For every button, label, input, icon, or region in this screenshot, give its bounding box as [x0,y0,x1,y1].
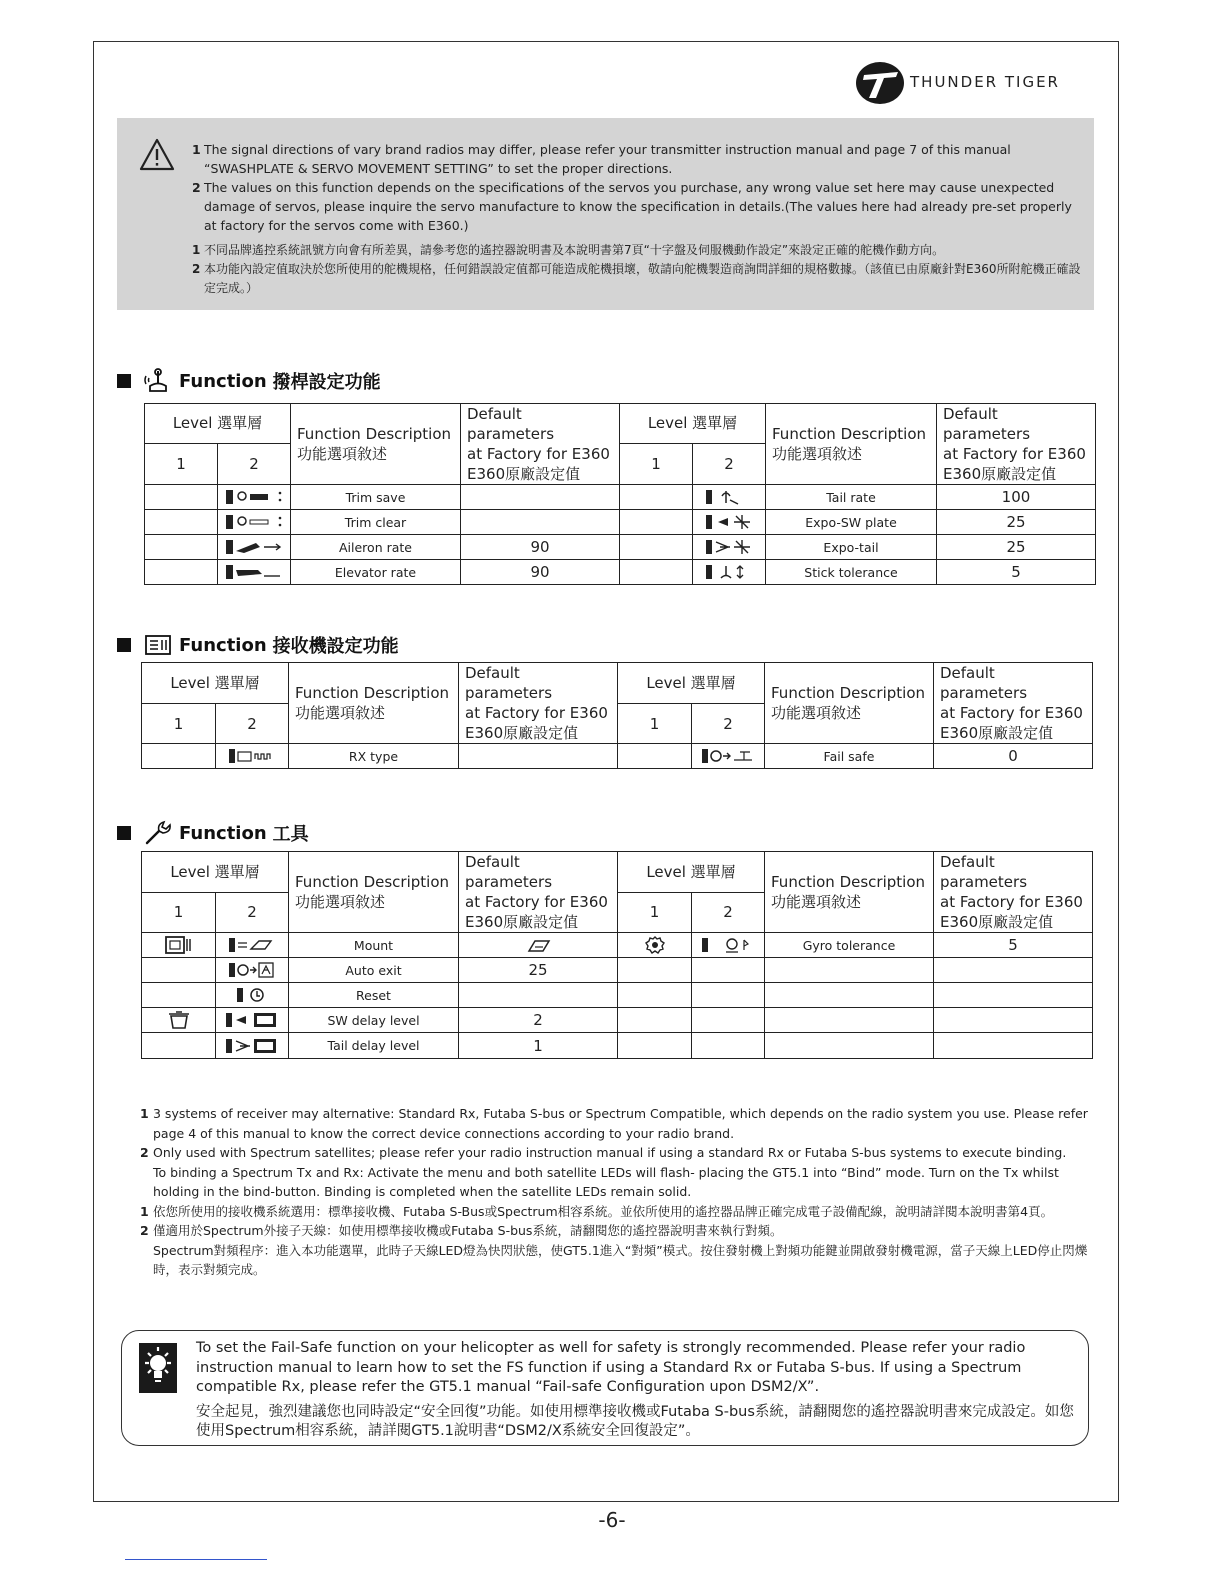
section-title-en: Function [179,634,267,656]
warning-en-1: 1 The signal directions of vary brand radios may differ, please refer your transmitter instruction manual and page 7 of this manual “SWASHPLATE & SERVO MOVEMENT SETTING” to set the proper directions. [192,142,1011,176]
section-bullet [117,638,131,652]
warning-text [192,140,1087,298]
tail-rate-lcd-icon [704,488,754,506]
level-2-header: 2 [216,892,289,933]
section-title-zh: 工具 [272,824,309,845]
tools-function-table [141,851,1093,1059]
note-en-1: 1 3 systems of receiver may alternative: Standard Rx, Futaba S-bus or Spectrum Compatible, which depends on the radio system you use. Please refer page 4 of this manual to know the correct device connections according to your radio brand. [140,1106,1088,1141]
warning-en-2: 2 The values on this function depends on the specifications of the servos you purchase, any wrong value set here may cause unexpected damage of servos, please inquire the servo manufacture to know the specification in details.(The values here had already pre-set properly at factory for the servos come with E360.) [192,180,1072,233]
gyro-tolerance-lcd-icon [700,936,756,954]
footer-link-underline [125,1559,267,1560]
table-row: Trim save Tail rate 100 [145,485,1096,510]
delay-settings-icon [167,1010,191,1030]
level-1-header: 1 [145,443,218,484]
lightbulb-icon [139,1343,177,1393]
fail-safe-lcd-icon [700,747,756,765]
joystick-icon [143,368,173,394]
trim-clear-lcd-icon [224,514,286,530]
default-header: Default parameters at Factory for E360 E360原廠設定值 [459,663,618,744]
tip-en: To set the Fail-Safe function on your helicopter as well for safety is strongly recommended. Please refer your radio instruction manual to learn how to set the FS function if using a Standard Rx or Futaba S-bus. If using a Spectrum compatible Rx, please refer the GT5.1 manual “Fail-safe Configuration upon DSM2/X”. [196,1340,1026,1395]
tip-text [196,1339,1076,1442]
receiver-function-table [141,662,1093,769]
section-title-stick [117,368,381,394]
level-header: Level 選單層 [142,852,289,893]
default-header: Default parameters at Factory for E360 E360原廠設定值 [934,852,1093,933]
desc-header: Function Description 功能選項敘述 [289,663,459,744]
level-header: Level 選單層 [142,663,289,704]
default-header: Default parameters at Factory for E360 E360原廠設定值 [934,663,1093,744]
table-row: Tail delay level 1 [142,1033,1093,1059]
table-row: Reset [142,983,1093,1008]
section-bullet [117,374,131,388]
section-title-tools [117,820,309,846]
elevator-rate-lcd-icon [224,564,286,580]
brand-name: THUNDER TIGER [910,73,1060,91]
level-2-header: 2 [693,443,766,484]
stick-tolerance-lcd-icon [704,563,754,581]
trim-save-lcd-icon [224,489,286,505]
brand-logo [852,60,1102,106]
level-2-header: 2 [218,443,291,484]
warning-zh-2: 2 本功能內設定值取決於您所使用的舵機規格，任何錯誤設定值都可能造成舵機損壞，敬請向舵機製造商詢問詳細的規格數據。（該值已由原廠針對E360所附舵機正確設定完成。） [192,262,1081,295]
table-row: Mount Gyro tolerance 5 [142,933,1093,958]
reset-lcd-icon [235,986,269,1004]
gyro-icon [644,935,666,955]
stick-function-table [144,403,1096,585]
table-row: SW delay level 2 [142,1008,1093,1033]
desc-header: Function Description 功能選項敘述 [765,852,934,933]
table-row: Aileron rate 90 Expo-tail 25 [145,535,1096,560]
level-header: Level 選單層 [620,404,766,444]
level-1-header: 1 [618,892,692,933]
rx-type-lcd-icon [227,748,277,764]
tail-delay-level-lcd-icon [224,1037,280,1055]
section-bullet [117,826,131,840]
section-title-en: Function [179,370,267,392]
table-row: RX type Fail safe 0 [142,744,1093,769]
level-2-header: 2 [692,892,765,933]
receiver-icon [143,632,173,658]
note-zh-2: 2 僅適用於Spectrum外接子天線：如使用標準接收機或Futaba S-bus系統，請翻閱您的遙控器說明書來執行對頻。 Spectrum對頻程序：進入本功能選單，此時子天線LED燈為快閃狀態，使GT5.1進入“對頻”模式。按住發射機上對頻功能鍵並開啟發射機電源，當子天線上LED停止閃爍時，表示對頻完成。 [140,1223,1088,1277]
warning-box [117,118,1094,310]
section-title-receiver [117,632,399,658]
failsafe-tip-box [121,1330,1089,1446]
desc-header: Function Description 功能選項敘述 [765,663,934,744]
level-1-header: 1 [618,704,692,744]
thunder-tiger-logo-icon [854,60,906,106]
expo-tail-lcd-icon [704,538,754,556]
desc-header: Function Description 功能選項敘述 [766,404,937,485]
wrench-icon [143,820,173,846]
note-zh-1: 1 依您所使用的接收機系統選用：標準接收機、Futaba S-Bus或Spectrum相容系統。並依所使用的遙控器品牌正確完成電子設備配線，說明請詳閱本說明書第4頁。 [140,1203,1054,1219]
table-row: Elevator rate 90 Stick tolerance 5 [145,560,1096,585]
mount-orientation-icon [525,938,551,954]
desc-header: Function Description 功能選項敘述 [289,852,459,933]
notes [140,1104,1095,1280]
mount-lcd-icon [227,937,277,953]
default-header: Default parameters at Factory for E360 E360原廠設定值 [459,852,618,933]
level-header: Level 選單層 [618,663,765,704]
desc-header: Function Description 功能選項敘述 [291,404,461,485]
default-header: Default parameters at Factory for E360 E360原廠設定值 [937,404,1096,485]
section-title-en: Function [179,822,267,844]
level-2-header: 2 [692,704,765,744]
table-row: Auto exit 25 [142,958,1093,983]
page-number: -6- [598,1508,626,1532]
level-1-header: 1 [142,892,216,933]
auto-exit-lcd-icon [227,961,277,979]
warning-triangle-icon [139,138,175,172]
default-header: Default parameters at Factory for E360 E360原廠設定值 [461,404,620,485]
level-1-header: 1 [620,443,693,484]
warning-zh-1: 1 不同品牌遙控系統訊號方向會有所差異，請參考您的遙控器說明書及本說明書第7頁“十字盤及伺服機動作設定”來設定正確的舵機作動方向。 [192,243,945,257]
section-title-zh: 接收機設定功能 [272,636,399,657]
section-title-zh: 撥桿設定功能 [272,372,381,393]
level-1-header: 1 [142,704,216,744]
note-en-2: 2 Only used with Spectrum satellites; please refer your radio instruction manual if using a standard Rx or Futaba S-bus systems to execute binding. To binding a Spectrum Tx and Rx: Activate the menu and both satellite LEDs will flash- placing the GT5.1 into “Bind” mode. Turn on the Tx whilst holding in the bind-button. Binding is completed when the satellite LEDs remain solid. [140,1145,1067,1199]
level-2-header: 2 [216,704,289,744]
level-header: Level 選單層 [145,404,291,444]
expo-swplate-lcd-icon [704,513,754,531]
level-header: Level 選單層 [618,852,765,893]
sw-delay-level-lcd-icon [224,1011,280,1029]
table-row: Trim clear Expo-SW plate 25 [145,510,1096,535]
device-settings-icon [164,935,194,955]
tip-zh: 安全起見，強烈建議您也同時設定“安全回復”功能。如使用標準接收機或Futaba S-bus系統，請翻閱您的遙控器說明書來完成設定。如您使用Spectrum相容系統，請詳閱GT5.1說明書“DSM2/X系統安全回復設定”。 [196,1403,1074,1439]
aileron-rate-lcd-icon [224,539,286,555]
